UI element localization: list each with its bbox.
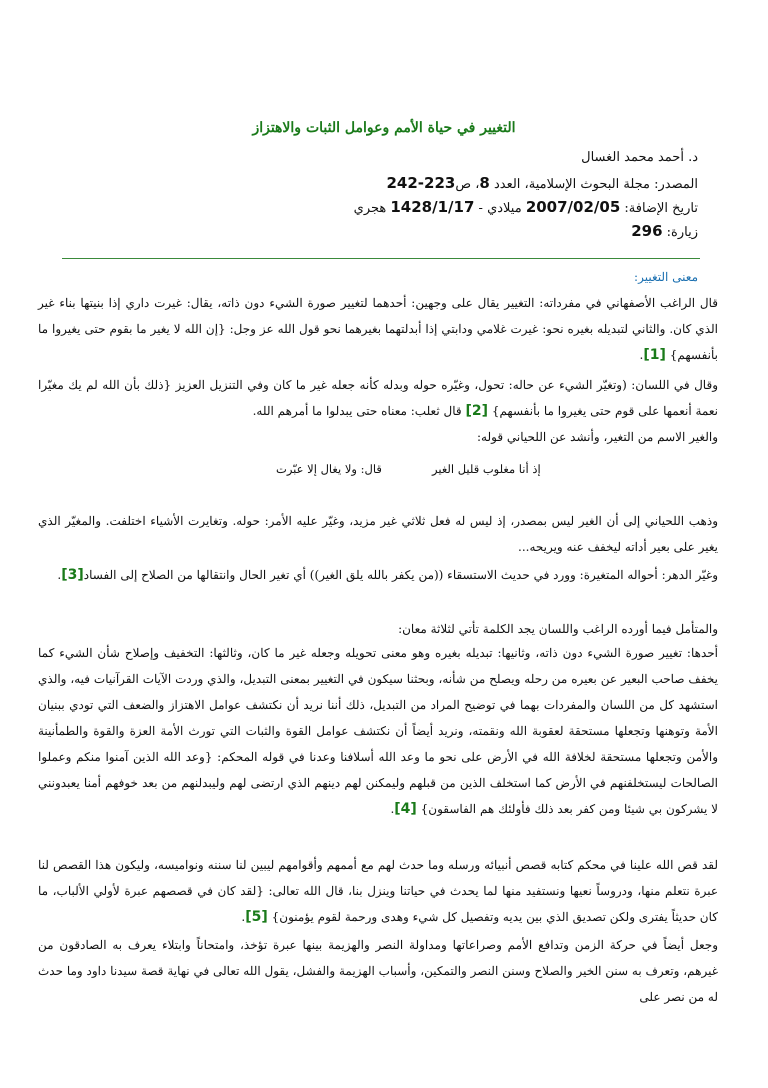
paragraph-7-end: . [390,802,395,816]
paragraph-1-end: . [639,348,644,362]
paragraph-1 [38,290,718,368]
date-label: تاريخ الإضافة: [620,201,698,216]
paragraph-7 [38,640,718,822]
paragraph-7-text: أحدها: تغيير صورة الشيء دون ذاته، وثانيها: تبديله بغيره وهو معنى تحويله وجعله غير ما كان، وثالثها: التخفيف وإصلاح شأن الشيء كما يخفف صاحب البعير عن بعيره من رحله ويصلح من شأنه، وبحثنا سيكون في التغيير بمعنى التبديل، والذي وردت الآيات القرآنيات فيه، والذي استشهد كل من اللسان والمفردات بهما في توضيح المراد من التبديل، ذلك أننا نريد أن نكتشف عوامل الاهتزاز والضعف التي تودي ببنيان الأمة وتوهنها وتجعلها مستحقة لعقوبة الله ونقمته، ونريد أيضاً أن نكتشف عوامل القوة والثبات التي تورث الأمة العزة والقوة والطمأنينة والأمن وتجعلها مستحقة لخلافة الله في الأرض على نحو ما وعد الله أسلافنا وعدنا في قوله المحكم: {وعد الله الذين آمنوا منكم وعملوا الصالحات ليستخلفنهم في الأرض كما استخلف الذين من قبلهم وليمكنن لهم دينهم الذي ارتضى لهم وليبدلنهم من بعد خوفهم أمنا يعبدونني لا يشركون بي شيئا ومن كفر بعد ذلك فأولئك هم الفاسقون} [38,646,718,816]
source-label: المصدر: مجلة البحوث الإسلامية، العدد [489,177,698,192]
footnote-ref-3[interactable]: [3] [61,567,84,583]
paragraph-2 [38,372,718,424]
visits-count: 296 [631,222,663,240]
source-page-label: ، ص [455,177,480,192]
paragraph-2-end: قال ثعلب: معناه حتى يبدلوا ما أمرهم الله. [252,404,466,418]
source-line [386,174,698,192]
author-line: د. أحمد محمد الغسال [581,150,698,165]
footnote-ref-4[interactable]: [4] [394,801,417,817]
divider-line [62,258,700,259]
visits-label: زيارة: [662,225,698,240]
paragraph-1-text: قال الراغب الأصفهاني في مفرداته: التغيير يقال على وجهين: أحدهما لتغيير صورة الشيء دون ذاته، يقال: غيرت داري إذا بنيتها بناء غير الذي كان. والثاني لتبديله بغيره نحو: غيرت غلامي ودابتي إذا أبدلتهما بغيرهما نحو قول الله عز وجل: {إن الله لا يغير ما بقوم حتى يغيروا ما بأنفسهم} [38,296,718,362]
verse-right-hemistich: إذ أنا مغلوب قليل الغير [432,462,541,476]
visits-line [631,222,698,240]
footnote-ref-2[interactable]: [2] [465,403,488,419]
paragraph-8 [38,852,718,930]
article-title: التغيير في حياة الأمم وعوامل الثبات والاهتزاز [252,120,516,136]
verse-left-hemistich: قال: ولا يغال إلا عبّرت [276,462,382,476]
date-gregorian-suffix: ميلادي - [474,201,526,216]
paragraph-2-text: وقال في اللسان: (وتغيّر الشيء عن حاله: تحول، وغيّره حوله وبدله كأنه جعله غير ما كان وفي التنزيل العزيز {ذلك بأن الله لم يك مغيّرا نعمة أنعمها على قوم حتى يغيروا ما بأنفسهم} [38,378,718,418]
paragraph-3: والغير الاسم من التغير، وأنشد عن اللحياني قوله: [477,430,718,444]
footnote-ref-5[interactable]: [5] [245,909,268,925]
paragraph-9: وجعل أيضاً في حركة الزمن وتدافع الأمم وصراعاتها ومداولة النصر والهزيمة بينها عبرة تؤخذ، وامتحاناً وابتلاء يعرف به الصادقون من غيرهم، وتعرف به سنن الخير والصلاح وسنن النصر والتمكين، وأسباب الهزيمة والفشل، يقول الله تعالى في نهاية قصة سيدنا داود وما حدث له من نصر على [38,938,718,1004]
paragraph-8-text: لقد قص الله علينا في محكم كتابه قصص أنبيائه ورسله وما حدث لهم مع أممهم وأقوامهم ليبين لنا سننه ونواميسه، وليكون هذا القصص لنا عبرة نتعلم منها، ودروساً نعيها ونستفيد منها لما يحدث في حياتنا وينزل بنا، قال الله تعالى: {لقد كان في قصصهم عبرة لأولي الألباب، ما كان حديثاً يفترى ولكن تصديق الذي بين يديه وتفصيل كل شيء وهدى ورحمة لقوم يؤمنون} [38,858,718,924]
source-pages: 223-242 [386,174,456,192]
footnote-ref-1[interactable]: [1] [643,347,666,363]
paragraph-5-end: . [57,568,62,582]
paragraph-8-end: . [241,910,246,924]
paragraph-5-text: وغيّر الدهر: أحواله المتغيرة: وورد في حديث الاستسقاء ((من يكفر بالله يلق الغير)) أي تغير الحال وانتقالها من الصلاح إلى الفساد [83,568,718,582]
paragraph-6: والمتأمل فيما أورده الراغب واللسان يجد الكلمة تأتي لثلاثة معان: [398,622,718,636]
date-gregorian: 2007/02/05 [525,198,621,216]
date-hijri: 1428/1/17 [390,198,475,216]
paragraph-5 [38,562,718,588]
date-hijri-suffix: هجري [353,201,391,216]
date-line [354,198,698,216]
paragraph-4: وذهب اللحياني إلى أن الغير ليس بمصدر، إذ ليس له فعل ثلاثي غير مزيد، وغيّر عليه الأمر: حوله. وتغايرت الأشياء اختلفت. والمغيّر الذي يغير على بعير أداته ليخفف عنه ويريحه... [38,514,718,554]
source-issue: 8 [479,174,490,192]
section-heading: معنى التغيير: [634,270,698,284]
